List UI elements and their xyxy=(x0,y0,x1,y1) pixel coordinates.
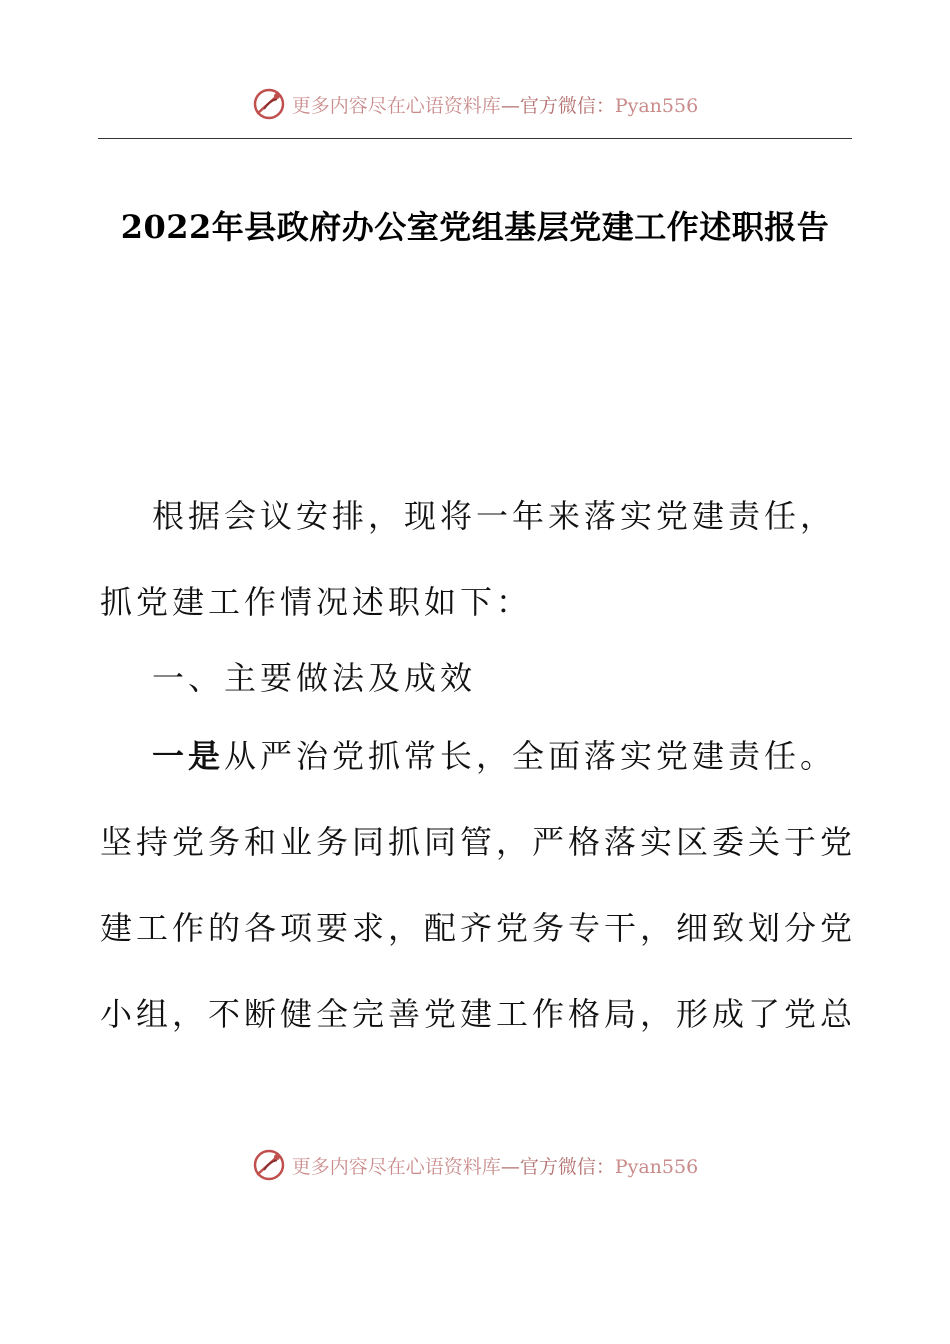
watermark-contact: 官方微信： xyxy=(519,1155,615,1178)
watermark-id: Pyan556 xyxy=(614,1155,699,1178)
watermark-separator: — xyxy=(500,1155,520,1178)
section-heading: 一、主要做法及成效 xyxy=(152,659,477,697)
paragraph-line-5: 坚持党务和业务同抓同管，严格落实区委关于党 xyxy=(100,823,857,861)
footer-watermark xyxy=(0,1145,950,1185)
paragraph-line-7: 小组，不断健全完善党建工作格局，形成了党总 xyxy=(100,995,857,1033)
pen-quill-logo-icon xyxy=(252,1148,286,1182)
paragraph-line-4 xyxy=(152,736,852,776)
watermark-text xyxy=(292,1152,698,1179)
paragraph-line-2: 抓党建工作情况述职如下： xyxy=(100,583,533,621)
watermark-contact: 官方微信： xyxy=(519,94,615,117)
watermark-id: Pyan556 xyxy=(614,94,699,117)
paragraph-line-6: 建工作的各项要求，配齐党务专干，细致划分党 xyxy=(100,909,857,947)
watermark-text xyxy=(292,91,698,118)
header-divider xyxy=(98,138,852,139)
watermark-main: 更多内容尽在心语资料库 xyxy=(291,94,501,117)
emphasis-lead: 一是 xyxy=(152,737,225,775)
paragraph-line-4-text: 从严治党抓常长，全面落实党建责任。 xyxy=(224,737,837,775)
pen-quill-logo-icon xyxy=(252,87,286,121)
header-watermark xyxy=(0,84,950,124)
watermark-main: 更多内容尽在心语资料库 xyxy=(291,1155,501,1178)
document-title: 2022年县政府办公室党组基层党建工作述职报告 xyxy=(120,208,830,246)
paragraph-line-1: 根据会议安排，现将一年来落实党建责任， xyxy=(152,497,837,535)
watermark-separator: — xyxy=(500,94,520,117)
